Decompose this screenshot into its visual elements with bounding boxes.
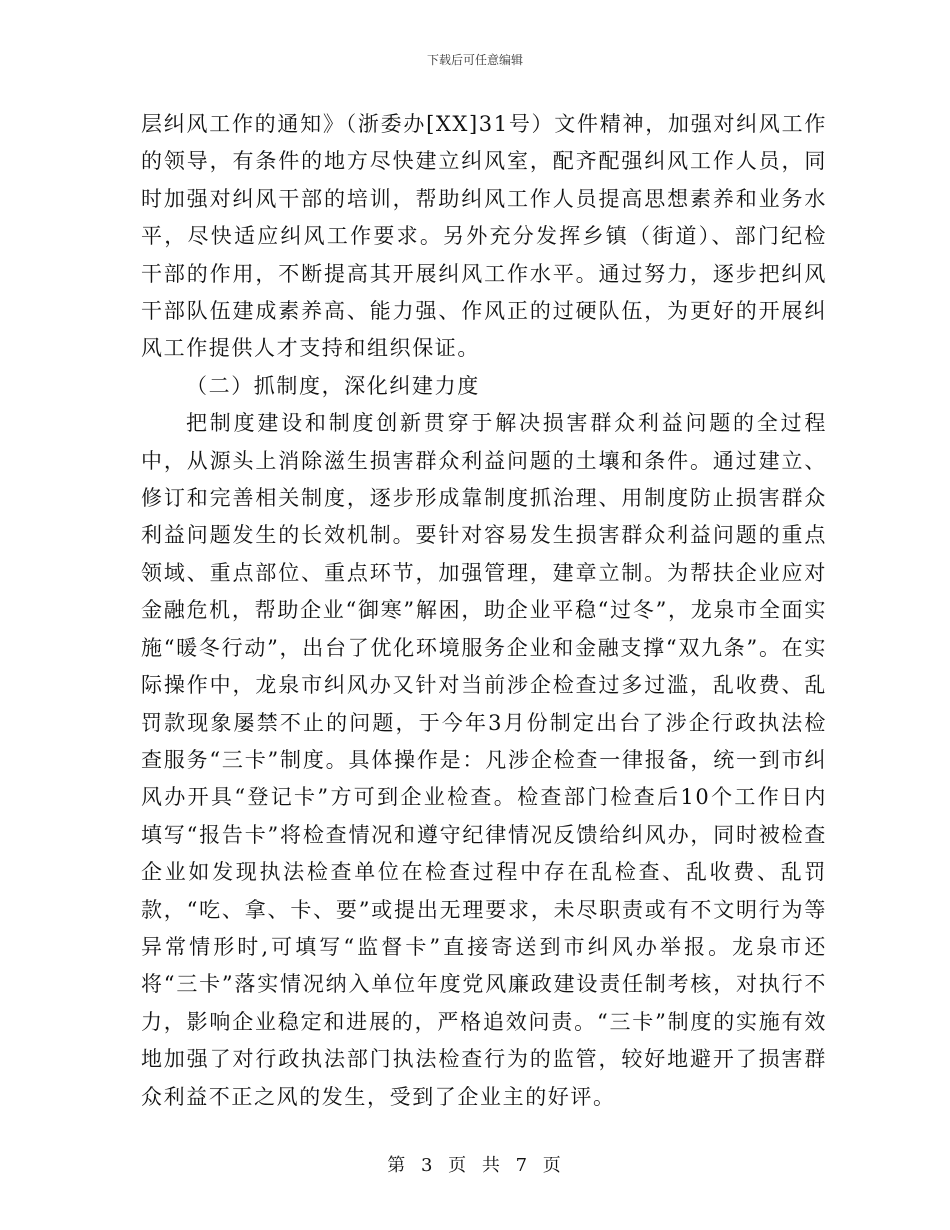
page-footer — [0, 1154, 950, 1178]
footer-suffix: 页 — [542, 1155, 563, 1176]
footer-page-word: 页 — [448, 1155, 469, 1176]
document-body — [141, 106, 827, 1116]
page-header — [0, 52, 950, 68]
paragraph-body: 把制度建设和制度创新贯穿于解决损害群众利益问题的全过程中，从源头上消除滋生损害群众利益问题的土壤和条件。通过建立、修订和完善相关制度，逐步形成靠制度抓治理、用制度防止损害群众利益问题发生的长效机制。要针对容易发生损害群众利益问题的重点领域、重点部位、重点环节，加强管理，建章立制。为帮扶企业应对金融危机，帮助企业“御寒”解困，助企业平稳“过冬”，龙泉市全面实施“暖冬行动”，出台了优化环境服务企业和金融支撑“双九条”。在实际操作中，龙泉市纠风办又针对当前涉企检查过多过滥，乱收费、乱罚款现象屡禁不止的问题，于今年3月份制定出台了涉企行政执法检查服务“三卡”制度。具体操作是：凡涉企检查一律报备，统一到市纠风办开具“登记卡”方可到企业检查。检查部门检查后10个工作日内填写“报告卡”将检查情况和遵守纪律情况反馈给纠风办，同时被检查企业如发现执法检查单位在检查过程中存在乱检查、乱收费、乱罚款，“吃、拿、卡、要”或提出无理要求，未尽职责或有不文明行为等异常情形时,可填写“监督卡”直接寄送到市纠风办举报。龙泉市还将“三卡”落实情况纳入单位年度党风廉政建设责任制考核，对执行不力，影响企业稳定和进展的，严格追效问责。“三卡”制度的实施有效地加强了对行政执法部门执法检查行为的监管，较好地避开了损害群众利益不正之风的发生，受到了企业主的好评。 — [141, 411, 827, 1109]
footer-prefix: 第 — [387, 1155, 408, 1176]
footer-total-prefix: 共 — [481, 1155, 502, 1176]
paragraph-continuation: 层纠风工作的通知》（浙委办[XX]31号）文件精神，加强对纠风工作的领导，有条件的地方尽快建立纠风室，配齐配强纠风工作人员，同时加强对纠风干部的培训，帮助纠风工作人员提高思想素养和业务水平，尽快适应纠风工作要求。另外充分发挥乡镇（街道）、部门纪检干部的作用，不断提高其开展纠风工作水平。通过努力，逐步把纠风干部队伍建成素养高、能力强、作风正的过硬队伍，为更好的开展纠风工作提供人才支持和组织保证。 — [141, 112, 827, 361]
footer-total-pages: 7 — [515, 1155, 530, 1176]
header-note: 下载后可任意编辑 — [426, 53, 523, 67]
section-heading: （二）抓制度，深化纠建力度 — [186, 373, 480, 398]
footer-current-page: 3 — [420, 1155, 435, 1176]
